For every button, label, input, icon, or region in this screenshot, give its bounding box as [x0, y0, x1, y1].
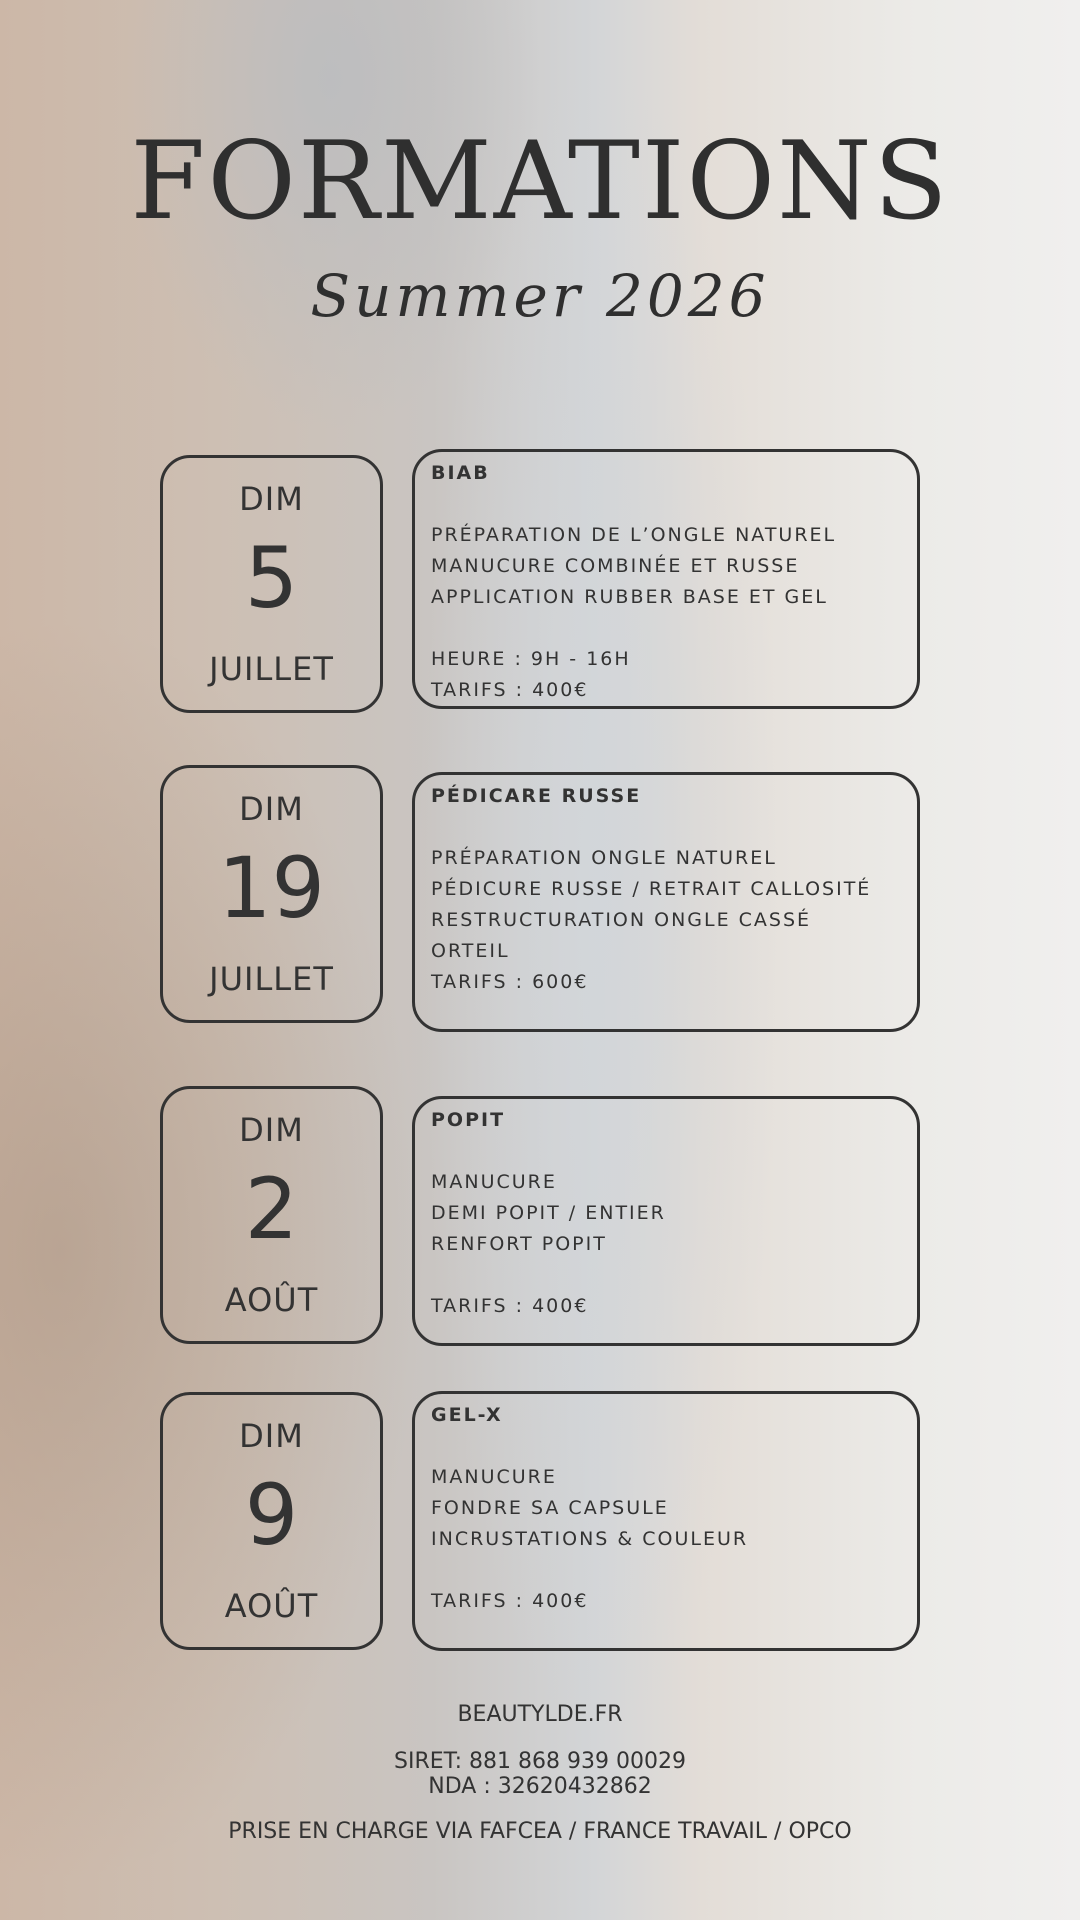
- training-detail: MANUCURE COMBINÉE ET RUSSE: [431, 555, 800, 577]
- date-number: 9: [244, 1466, 299, 1564]
- date-card: [160, 1392, 383, 1650]
- training-detail: [431, 1617, 901, 1648]
- date-day: DIM: [239, 480, 304, 518]
- date-card: [160, 765, 383, 1023]
- training-card: [412, 449, 920, 709]
- training-detail: TARIFS : 600€: [431, 971, 589, 993]
- training-detail: RESTRUCTURATION ONGLE CASSÉ: [431, 909, 812, 931]
- training-detail: ORTEIL: [431, 940, 510, 962]
- training-detail: TARIFS : 400€: [431, 1590, 589, 1612]
- training-detail: PÉDICURE RUSSE / RETRAIT CALLOSITÉ: [431, 878, 872, 900]
- training-detail: PRÉPARATION ONGLE NATUREL: [431, 847, 777, 869]
- training-detail: MANUCURE: [431, 1171, 557, 1193]
- date-number: 5: [244, 529, 299, 627]
- training-detail: [431, 613, 901, 644]
- funding-text: PRISE EN CHARGE VIA FAFCEA / FRANCE TRAVAIL / OPCO: [228, 1819, 852, 1844]
- date-card: [160, 455, 383, 713]
- training-detail: TARIFS : 400€: [431, 679, 589, 701]
- training-detail: INCRUSTATIONS & COULEUR: [431, 1528, 749, 1550]
- nda-text: NDA : 32620432862: [428, 1774, 652, 1799]
- training-name: PÉDICARE RUSSE: [431, 785, 642, 807]
- page-subtitle: Summer 2026: [310, 262, 770, 330]
- training-name: BIAB: [431, 462, 490, 484]
- training-detail: PRÉPARATION DE L’ONGLE NATUREL: [431, 524, 837, 546]
- training-detail: DEMI POPIT / ENTIER: [431, 1202, 666, 1224]
- training-card: [412, 1391, 920, 1651]
- training-detail: MANUCURE: [431, 1466, 557, 1488]
- training-detail: [431, 1322, 901, 1353]
- training-detail: RENFORT POPIT: [431, 1233, 607, 1255]
- website-link[interactable]: BEAUTYLDE.FR: [457, 1702, 623, 1727]
- training-detail: TARIFS : 400€: [431, 1295, 589, 1317]
- training-card: [412, 772, 920, 1032]
- training-name: POPIT: [431, 1109, 506, 1131]
- page-title: FORMATIONS: [130, 119, 950, 244]
- training-detail: APPLICATION RUBBER BASE ET GEL: [431, 586, 828, 608]
- date-month: JUILLET: [209, 650, 334, 688]
- training-detail: FONDRE SA CAPSULE: [431, 1497, 669, 1519]
- date-month: AOÛT: [224, 1281, 319, 1319]
- date-day: DIM: [239, 1111, 304, 1149]
- date-number: 19: [218, 839, 325, 937]
- training-card: [412, 1096, 920, 1346]
- siret-text: SIRET: 881 868 939 00029: [393, 1749, 686, 1774]
- training-detail: [431, 998, 901, 1029]
- training-detail: HEURE : 9H - 16H: [431, 648, 631, 670]
- date-number: 2: [244, 1160, 299, 1258]
- training-detail: [431, 1555, 901, 1586]
- date-month: AOÛT: [224, 1587, 319, 1625]
- training-name: GEL-X: [431, 1404, 503, 1426]
- date-day: DIM: [239, 1417, 304, 1455]
- date-month: JUILLET: [209, 960, 334, 998]
- date-card: [160, 1086, 383, 1344]
- date-day: DIM: [239, 790, 304, 828]
- training-detail: [431, 1260, 901, 1291]
